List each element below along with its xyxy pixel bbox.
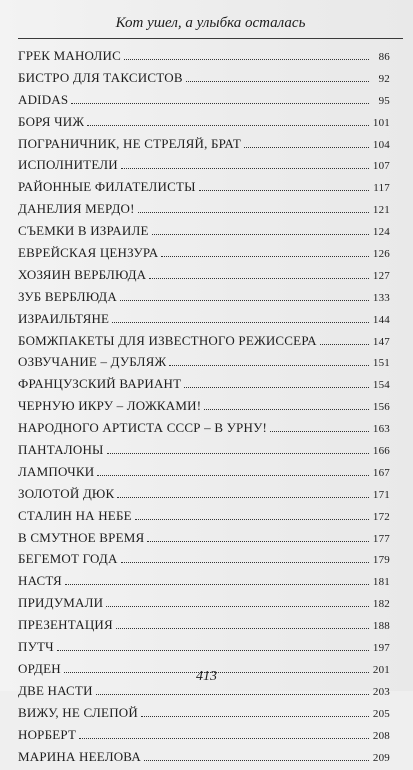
toc-entry-page: 156: [372, 401, 390, 413]
toc-entry-title: НАСТЯ: [18, 573, 62, 589]
toc-entry: [18, 223, 390, 245]
toc-entry: [18, 442, 390, 464]
toc-entry-title: ЕВРЕЙСКАЯ ЦЕНЗУРА: [18, 245, 158, 261]
toc-entry-title: ПРИДУМАЛИ: [18, 595, 103, 611]
dot-leader: [270, 431, 369, 432]
toc-entry-title: ХОЗЯИН ВЕРБЛЮДА: [18, 267, 146, 283]
dot-leader: [120, 300, 369, 301]
toc-entry: [18, 464, 390, 486]
toc-entry-title: ДАНЕЛИЯ МЕРДО!: [18, 201, 135, 217]
toc-entry-title: ADIDAS: [18, 92, 68, 108]
toc-entry: [18, 486, 390, 508]
toc-entry-page: 181: [372, 576, 390, 588]
toc-entry-title: ОРДЕН: [18, 661, 61, 677]
toc-entry-page: 166: [372, 445, 390, 457]
toc-entry: [18, 267, 390, 289]
dot-leader: [204, 409, 369, 410]
toc-entry-page: 121: [372, 204, 390, 216]
toc-entry: [18, 70, 390, 92]
toc-entry-page: 126: [372, 248, 390, 260]
toc-entry-page: 208: [372, 730, 390, 742]
dot-leader: [79, 738, 369, 739]
toc-entry-page: 209: [372, 752, 390, 764]
dot-leader: [169, 365, 369, 366]
toc-entry-title: ПРЕЗЕНТАЦИЯ: [18, 617, 113, 633]
dot-leader: [152, 234, 369, 235]
toc-entry-page: 124: [372, 226, 390, 238]
dot-leader: [107, 453, 369, 454]
toc-entry-title: ЗУБ ВЕРБЛЮДА: [18, 289, 117, 305]
toc-entry-page: 104: [372, 139, 390, 151]
dot-leader: [112, 322, 369, 323]
toc-entry: [18, 245, 390, 267]
toc-entry-title: БОМЖПАКЕТЫ ДЛЯ ИЗВЕСТНОГО РЕЖИССЕРА: [18, 333, 317, 349]
toc-entry-page: 101: [372, 117, 390, 129]
dot-leader: [141, 716, 369, 717]
dot-leader: [138, 212, 369, 213]
toc-entry-title: ИСПОЛНИТЕЛИ: [18, 157, 118, 173]
dot-leader: [124, 59, 369, 60]
toc-entry: [18, 201, 390, 223]
toc-entry-title: ЗОЛОТОЙ ДЮК: [18, 486, 114, 502]
toc-entry-title: ЧЕРНУЮ ИКРУ – ЛОЖКАМИ!: [18, 398, 201, 414]
dot-leader: [161, 256, 369, 257]
toc-entry-page: 133: [372, 292, 390, 304]
toc-entry: [18, 354, 390, 376]
toc-entry: [18, 136, 390, 158]
toc-entry-page: 127: [372, 270, 390, 282]
toc-entry: [18, 727, 390, 749]
toc-entry-page: 205: [372, 708, 390, 720]
toc-entry-page: 179: [372, 554, 390, 566]
toc-entry-page: 107: [372, 160, 390, 172]
toc-entry: [18, 179, 390, 201]
dot-leader: [71, 103, 369, 104]
toc-entry-page: 92: [372, 73, 390, 85]
toc-entry: [18, 420, 390, 442]
toc-entry-page: 171: [372, 489, 390, 501]
toc-entry: [18, 48, 390, 70]
dot-leader: [244, 147, 369, 148]
toc-entry-title: ПУТЧ: [18, 639, 54, 655]
toc-entry-page: 197: [372, 642, 390, 654]
toc-entry-page: 144: [372, 314, 390, 326]
toc-entry-title: ФРАНЦУЗСКИЙ ВАРИАНТ: [18, 376, 181, 392]
toc-entry: [18, 551, 390, 573]
toc-entry-page: 203: [372, 686, 390, 698]
toc-entry-title: В СМУТНОЕ ВРЕМЯ: [18, 530, 144, 546]
toc-entry: [18, 683, 390, 705]
toc-entry-title: НОРБЕРТ: [18, 727, 76, 743]
toc-entry: [18, 114, 390, 136]
dot-leader: [144, 760, 369, 761]
toc-entry: [18, 508, 390, 530]
toc-entry: [18, 376, 390, 398]
toc-entry-title: МАРИНА НЕЕЛОВА: [18, 749, 141, 765]
table-of-contents: [18, 48, 390, 770]
toc-entry: [18, 311, 390, 333]
toc-entry-title: ПАНТАЛОНЫ: [18, 442, 104, 458]
dot-leader: [65, 584, 369, 585]
toc-entry-page: 163: [372, 423, 390, 435]
toc-entry-title: БЕГЕМОТ ГОДА: [18, 551, 118, 567]
toc-entry-title: НАРОДНОГО АРТИСТА СССР – В УРНУ!: [18, 420, 267, 436]
toc-entry-title: БОРЯ ЧИЖ: [18, 114, 84, 130]
toc-entry-page: 95: [372, 95, 390, 107]
toc-entry-title: ГРЕК МАНОЛИС: [18, 48, 121, 64]
toc-entry-title: ВИЖУ, НЕ СЛЕПОЙ: [18, 705, 138, 721]
toc-entry-page: 167: [372, 467, 390, 479]
toc-entry: [18, 333, 390, 355]
dot-leader: [147, 541, 369, 542]
running-title: Кот ушел, а улыбка осталась: [18, 8, 403, 39]
toc-entry: [18, 398, 390, 420]
toc-entry: [18, 749, 390, 770]
toc-entry: [18, 639, 390, 661]
dot-leader: [121, 168, 369, 169]
toc-entry: [18, 157, 390, 179]
toc-entry-page: 147: [372, 336, 390, 348]
toc-entry: [18, 289, 390, 311]
toc-entry-page: 172: [372, 511, 390, 523]
dot-leader: [106, 606, 369, 607]
dot-leader: [117, 497, 369, 498]
dot-leader: [96, 694, 369, 695]
toc-entry-page: 201: [372, 664, 390, 676]
dot-leader: [186, 81, 369, 82]
toc-entry: [18, 92, 390, 114]
toc-entry-page: 151: [372, 357, 390, 369]
toc-entry-title: ЛАМПОЧКИ: [18, 464, 94, 480]
dot-leader: [121, 562, 369, 563]
toc-entry-title: ОЗВУЧАНИЕ – ДУБЛЯЖ: [18, 354, 166, 370]
toc-entry-page: 188: [372, 620, 390, 632]
toc-entry-title: БИСТРО ДЛЯ ТАКСИСТОВ: [18, 70, 183, 86]
dot-leader: [184, 387, 369, 388]
dot-leader: [57, 650, 369, 651]
toc-entry-title: РАЙОННЫЕ ФИЛАТЕЛИСТЫ: [18, 179, 196, 195]
toc-entry: [18, 617, 390, 639]
toc-entry-title: СЪЕМКИ В ИЗРАИЛЕ: [18, 223, 149, 239]
dot-leader: [97, 475, 369, 476]
dot-leader: [135, 519, 369, 520]
toc-entry-page: 182: [372, 598, 390, 610]
toc-entry-title: ДВЕ НАСТИ: [18, 683, 93, 699]
dot-leader: [87, 125, 369, 126]
dot-leader: [199, 190, 369, 191]
toc-entry-page: 177: [372, 533, 390, 545]
toc-entry-page: 154: [372, 379, 390, 391]
toc-entry-page: 86: [372, 51, 390, 63]
dot-leader: [116, 628, 369, 629]
toc-entry: [18, 573, 390, 595]
toc-entry-title: СТАЛИН НА НЕБЕ: [18, 508, 132, 524]
toc-entry-title: ИЗРАИЛЬТЯНЕ: [18, 311, 109, 327]
toc-entry-page: 117: [372, 182, 390, 194]
toc-entry: [18, 530, 390, 552]
toc-entry: [18, 595, 390, 617]
toc-entry-title: ПОГРАНИЧНИК, НЕ СТРЕЛЯЙ, БРАТ: [18, 136, 241, 152]
page-number: 413: [0, 669, 413, 685]
dot-leader: [149, 278, 369, 279]
toc-entry: [18, 705, 390, 727]
dot-leader: [320, 344, 369, 345]
